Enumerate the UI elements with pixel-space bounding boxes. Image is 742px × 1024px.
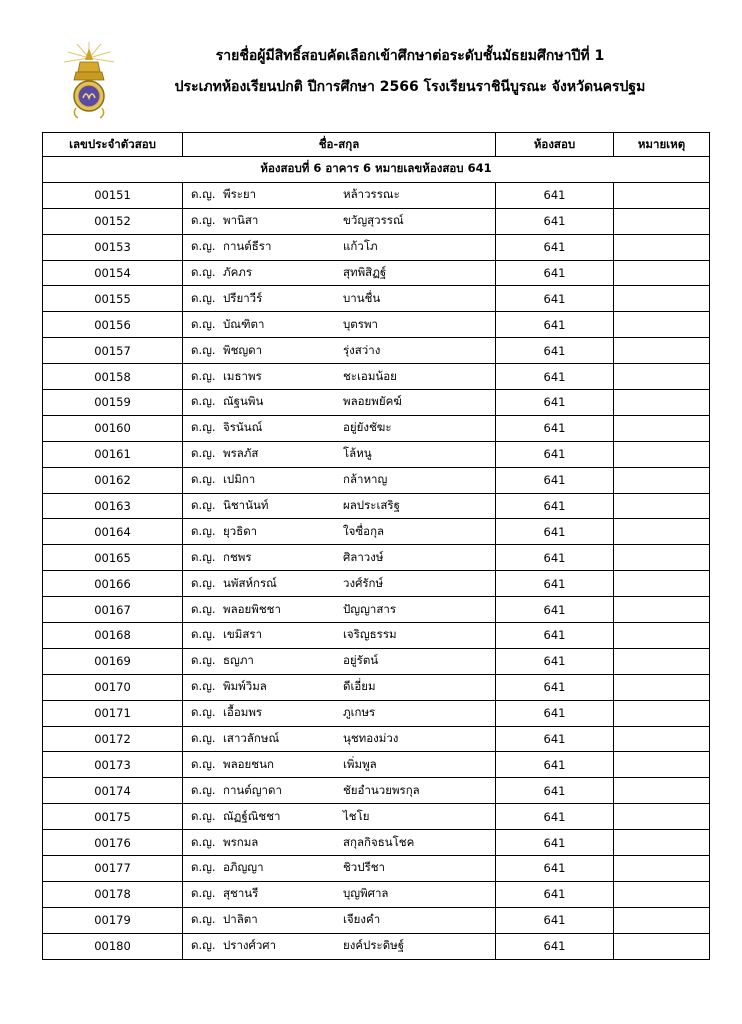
exam-id-cell: 00159: [43, 390, 183, 416]
column-header-exam-id: เลขประจำตัวสอบ: [43, 133, 183, 157]
first-name: ปาลิตา: [223, 912, 258, 927]
table-row: [43, 907, 710, 933]
name-cell: [183, 312, 496, 338]
last-name: บานชื่น: [343, 290, 381, 305]
name-cell: [183, 752, 496, 778]
exam-room-cell: 641: [496, 571, 614, 597]
name-cell: [183, 881, 496, 907]
exam-id-cell: 00169: [43, 648, 183, 674]
last-name: บุญพิศาล: [343, 886, 389, 901]
exam-id-cell: 00166: [43, 571, 183, 597]
name-cell: [183, 390, 496, 416]
name-prefix: ด.ญ.: [191, 472, 216, 487]
table-row: [43, 312, 710, 338]
exam-room-cell: 641: [496, 286, 614, 312]
name-cell: [183, 493, 496, 519]
first-name: ธญภา: [223, 653, 254, 668]
exam-room-cell: 641: [496, 752, 614, 778]
remarks-cell: [614, 260, 710, 286]
table-row: [43, 286, 710, 312]
remarks-cell: [614, 467, 710, 493]
first-name: พรลภัส: [223, 446, 259, 461]
table-row: [43, 545, 710, 571]
last-name: ผลประเสริฐ: [343, 498, 400, 513]
exam-room-cell: 641: [496, 519, 614, 545]
first-name: ยุวธิดา: [223, 523, 258, 538]
remarks-cell: [614, 726, 710, 752]
name-cell: [183, 441, 496, 467]
remarks-cell: [614, 674, 710, 700]
name-cell: [183, 286, 496, 312]
name-cell: [183, 208, 496, 234]
first-name: ณัฐนพิน: [223, 394, 264, 409]
last-name: พลอยพยัคฆ์: [343, 394, 402, 409]
exam-room-cell: 641: [496, 674, 614, 700]
name-prefix: ด.ญ.: [191, 860, 216, 875]
table-row: [43, 415, 710, 441]
first-name: ปรางศ์วศา: [223, 938, 277, 953]
table-row: [43, 648, 710, 674]
name-cell: [183, 856, 496, 882]
exam-room-cell: 641: [496, 597, 614, 623]
last-name: อยู่ยังชัฆะ: [343, 420, 392, 435]
table-row: [43, 571, 710, 597]
document-title-line-2: ประเภทห้องเรียนปกติ ปีการศึกษา 2566 โรงเรียนราชินีบูรณะ จังหวัดนครปฐม: [174, 79, 646, 95]
exam-id-cell: 00174: [43, 778, 183, 804]
exam-id-cell: 00155: [43, 286, 183, 312]
name-prefix: ด.ญ.: [191, 342, 216, 357]
first-name: พลอยพิชชา: [223, 601, 281, 616]
table-row: [43, 519, 710, 545]
first-name: พิชญดา: [223, 342, 263, 357]
remarks-cell: [614, 623, 710, 649]
exam-room-cell: 641: [496, 933, 614, 959]
name-cell: [183, 674, 496, 700]
remarks-cell: [614, 881, 710, 907]
name-cell: [183, 830, 496, 856]
name-prefix: ด.ญ.: [191, 446, 216, 461]
name-cell: [183, 364, 496, 390]
exam-id-cell: 00157: [43, 338, 183, 364]
name-prefix: ด.ญ.: [191, 290, 216, 305]
exam-id-cell: 00156: [43, 312, 183, 338]
first-name: กานต์ธีรา: [223, 239, 272, 254]
name-prefix: ด.ญ.: [191, 705, 216, 720]
name-cell: [183, 933, 496, 959]
last-name: วงศ์รักษ์: [343, 575, 384, 590]
school-emblem-icon: [62, 40, 116, 120]
exam-room-cell: 641: [496, 623, 614, 649]
first-name: จิรนันณ์: [223, 420, 263, 435]
remarks-cell: [614, 286, 710, 312]
exam-id-cell: 00176: [43, 830, 183, 856]
name-prefix: ด.ญ.: [191, 394, 216, 409]
remarks-cell: [614, 700, 710, 726]
room-heading-row: [43, 157, 710, 183]
exam-id-cell: 00158: [43, 364, 183, 390]
last-name: ชะเอมน้อย: [343, 368, 397, 383]
name-cell: [183, 778, 496, 804]
last-name: กล้าหาญ: [343, 472, 388, 487]
name-prefix: ด.ญ.: [191, 912, 216, 927]
table-row: [43, 700, 710, 726]
table-row: [43, 752, 710, 778]
school-emblem-logo: [62, 40, 116, 120]
first-name: ภัคภร: [223, 265, 253, 279]
table-row: [43, 208, 710, 234]
exam-room-cell: 641: [496, 778, 614, 804]
last-name: บุตรพา: [343, 316, 378, 331]
table-row: [43, 881, 710, 907]
last-name: เพิ่มพูล: [343, 756, 377, 771]
first-name: เปมิกา: [223, 472, 256, 487]
first-name: เอื้อมพร: [223, 705, 263, 720]
last-name: ชัยอำนวยพรกุล: [343, 782, 420, 797]
first-name: เขมิสรา: [223, 627, 263, 642]
last-name: รุ่งสว่าง: [343, 342, 381, 357]
exam-id-cell: 00170: [43, 674, 183, 700]
table-row: [43, 830, 710, 856]
exam-room-cell: 641: [496, 545, 614, 571]
last-name: ขวัญสุวรรณ์: [343, 213, 404, 228]
remarks-cell: [614, 597, 710, 623]
exam-id-cell: 00179: [43, 907, 183, 933]
exam-id-cell: 00168: [43, 623, 183, 649]
remarks-cell: [614, 648, 710, 674]
name-cell: [183, 597, 496, 623]
exam-id-cell: 00180: [43, 933, 183, 959]
name-cell: [183, 907, 496, 933]
column-header-remarks: หมายเหตุ: [614, 133, 710, 157]
name-cell: [183, 700, 496, 726]
name-prefix: ด.ญ.: [191, 938, 216, 953]
table-row: [43, 182, 710, 208]
name-prefix: ด.ญ.: [191, 679, 216, 694]
name-prefix: ด.ญ.: [191, 782, 216, 797]
last-name: ศิลาวงษ์: [343, 549, 384, 564]
name-cell: [183, 804, 496, 830]
exam-room-cell: 641: [496, 830, 614, 856]
candidate-table: [42, 132, 710, 960]
last-name: แก้วโภ: [343, 239, 378, 254]
remarks-cell: [614, 364, 710, 390]
remarks-cell: [614, 830, 710, 856]
remarks-cell: [614, 778, 710, 804]
name-cell: [183, 338, 496, 364]
exam-room-cell: 641: [496, 881, 614, 907]
first-name: กานต์ญาดา: [223, 782, 282, 797]
exam-room-cell: 641: [496, 648, 614, 674]
remarks-cell: [614, 752, 710, 778]
exam-room-cell: 641: [496, 338, 614, 364]
exam-id-cell: 00173: [43, 752, 183, 778]
name-prefix: ด.ญ.: [191, 420, 216, 435]
remarks-cell: [614, 390, 710, 416]
name-cell: [183, 415, 496, 441]
first-name: กชพร: [223, 549, 252, 564]
exam-id-cell: 00177: [43, 856, 183, 882]
first-name: พลอยชนก: [223, 756, 274, 771]
remarks-cell: [614, 804, 710, 830]
name-prefix: ด.ญ.: [191, 627, 216, 642]
remarks-cell: [614, 493, 710, 519]
table-row: [43, 726, 710, 752]
last-name: ภูเกษร: [343, 705, 376, 720]
exam-room-cell: 641: [496, 907, 614, 933]
last-name: ปัญญาสาร: [343, 601, 397, 616]
first-name: ณัฏฐ์ณิชชา: [223, 808, 281, 823]
last-name: สุทพิสิฏฐ์: [343, 265, 387, 279]
remarks-cell: [614, 907, 710, 933]
name-prefix: ด.ญ.: [191, 498, 216, 513]
exam-id-cell: 00167: [43, 597, 183, 623]
exam-id-cell: 00151: [43, 182, 183, 208]
last-name: ไชโย: [343, 808, 370, 823]
exam-room-cell: 641: [496, 804, 614, 830]
table-row: [43, 441, 710, 467]
table-row: [43, 493, 710, 519]
table-header-row: [43, 133, 710, 157]
first-name: ปรียาวีร์: [223, 290, 263, 305]
remarks-cell: [614, 182, 710, 208]
remarks-cell: [614, 234, 710, 260]
name-prefix: ด.ญ.: [191, 601, 216, 616]
name-prefix: ด.ญ.: [191, 368, 216, 383]
table-row: [43, 778, 710, 804]
exam-id-cell: 00175: [43, 804, 183, 830]
table-row: [43, 623, 710, 649]
remarks-cell: [614, 519, 710, 545]
exam-id-cell: 00161: [43, 441, 183, 467]
remarks-cell: [614, 933, 710, 959]
remarks-cell: [614, 545, 710, 571]
name-prefix: ด.ญ.: [191, 886, 216, 901]
table-row: [43, 933, 710, 959]
remarks-cell: [614, 856, 710, 882]
name-prefix: ด.ญ.: [191, 756, 216, 771]
remarks-cell: [614, 338, 710, 364]
first-name: พานิสา: [223, 213, 259, 228]
name-prefix: ด.ญ.: [191, 213, 216, 228]
table-row: [43, 597, 710, 623]
remarks-cell: [614, 415, 710, 441]
remarks-cell: [614, 441, 710, 467]
name-prefix: ด.ญ.: [191, 575, 216, 590]
first-name: พิมพ์วิมล: [223, 679, 267, 694]
exam-room-cell: 641: [496, 364, 614, 390]
name-cell: [183, 467, 496, 493]
table-row: [43, 234, 710, 260]
name-cell: [183, 648, 496, 674]
name-prefix: ด.ญ.: [191, 239, 216, 254]
exam-room-cell: 641: [496, 700, 614, 726]
name-prefix: ด.ญ.: [191, 731, 216, 746]
table-row: [43, 804, 710, 830]
column-header-name: ชื่อ-สกุล: [183, 133, 496, 157]
name-cell: [183, 182, 496, 208]
exam-room-cell: 641: [496, 415, 614, 441]
first-name: สุชานรี: [223, 886, 259, 901]
exam-id-cell: 00164: [43, 519, 183, 545]
table-row: [43, 674, 710, 700]
exam-id-cell: 00154: [43, 260, 183, 286]
last-name: สกุลกิจธนโชค: [343, 834, 415, 849]
name-prefix: ด.ญ.: [191, 265, 216, 279]
exam-room-cell: 641: [496, 441, 614, 467]
table-row: [43, 856, 710, 882]
first-name: อภิญญา: [223, 860, 264, 875]
exam-room-cell: 641: [496, 390, 614, 416]
name-cell: [183, 545, 496, 571]
last-name: เจียงคำ: [343, 912, 381, 927]
first-name: นิชานันท์: [223, 498, 269, 513]
table-row: [43, 390, 710, 416]
table-row: [43, 467, 710, 493]
name-prefix: ด.ญ.: [191, 549, 216, 564]
exam-room-cell: 641: [496, 312, 614, 338]
exam-id-cell: 00172: [43, 726, 183, 752]
remarks-cell: [614, 312, 710, 338]
first-name: บัณฑิตา: [223, 316, 265, 331]
name-prefix: ด.ญ.: [191, 653, 216, 668]
last-name: ยงค์ประดิษฐ์: [343, 938, 405, 953]
table-row: [43, 338, 710, 364]
room-heading: ห้องสอบที่ 6 อาคาร 6 หมายเลขห้องสอบ 641: [43, 157, 710, 183]
name-cell: [183, 519, 496, 545]
remarks-cell: [614, 571, 710, 597]
name-cell: [183, 571, 496, 597]
name-prefix: ด.ญ.: [191, 808, 216, 823]
first-name: นพัสห์กรณ์: [223, 575, 277, 590]
last-name: ใจซื่อกุล: [343, 523, 385, 538]
last-name: นุชทองม่วง: [343, 731, 399, 746]
last-name: ชิวปรีชา: [343, 860, 386, 875]
exam-id-cell: 00160: [43, 415, 183, 441]
last-name: อยู่รัตน์: [343, 653, 379, 668]
exam-id-cell: 00153: [43, 234, 183, 260]
last-name: โล้หนู: [343, 446, 372, 461]
exam-room-cell: 641: [496, 208, 614, 234]
table-row: [43, 364, 710, 390]
exam-room-cell: 641: [496, 182, 614, 208]
exam-room-cell: 641: [496, 260, 614, 286]
name-prefix: ด.ญ.: [191, 834, 216, 849]
first-name: พีระยา: [223, 187, 257, 202]
exam-id-cell: 00165: [43, 545, 183, 571]
exam-room-cell: 641: [496, 234, 614, 260]
name-prefix: ด.ญ.: [191, 187, 216, 202]
column-header-room: ห้องสอบ: [496, 133, 614, 157]
exam-id-cell: 00178: [43, 881, 183, 907]
table-row: [43, 260, 710, 286]
exam-room-cell: 641: [496, 726, 614, 752]
first-name: เมธาพร: [223, 368, 262, 383]
name-cell: [183, 726, 496, 752]
last-name: เจริญธรรม: [343, 627, 397, 642]
last-name: หล้าวรรณะ: [343, 187, 400, 202]
name-prefix: ด.ญ.: [191, 316, 216, 331]
exam-id-cell: 00152: [43, 208, 183, 234]
document-title-line-1: รายชื่อผู้มีสิทธิ์สอบคัดเลือกเข้าศึกษาต่อระดับชั้นมัธยมศึกษาปีที่ 1: [215, 48, 605, 64]
first-name: พรกมล: [223, 834, 259, 849]
name-cell: [183, 234, 496, 260]
exam-room-cell: 641: [496, 467, 614, 493]
name-cell: [183, 623, 496, 649]
exam-id-cell: 00163: [43, 493, 183, 519]
first-name: เสาวลักษณ์: [223, 731, 280, 746]
exam-id-cell: 00162: [43, 467, 183, 493]
name-prefix: ด.ญ.: [191, 523, 216, 538]
exam-room-cell: 641: [496, 856, 614, 882]
remarks-cell: [614, 208, 710, 234]
exam-id-cell: 00171: [43, 700, 183, 726]
last-name: ดีเอี่ยม: [343, 679, 376, 694]
exam-room-cell: 641: [496, 493, 614, 519]
name-cell: [183, 260, 496, 286]
